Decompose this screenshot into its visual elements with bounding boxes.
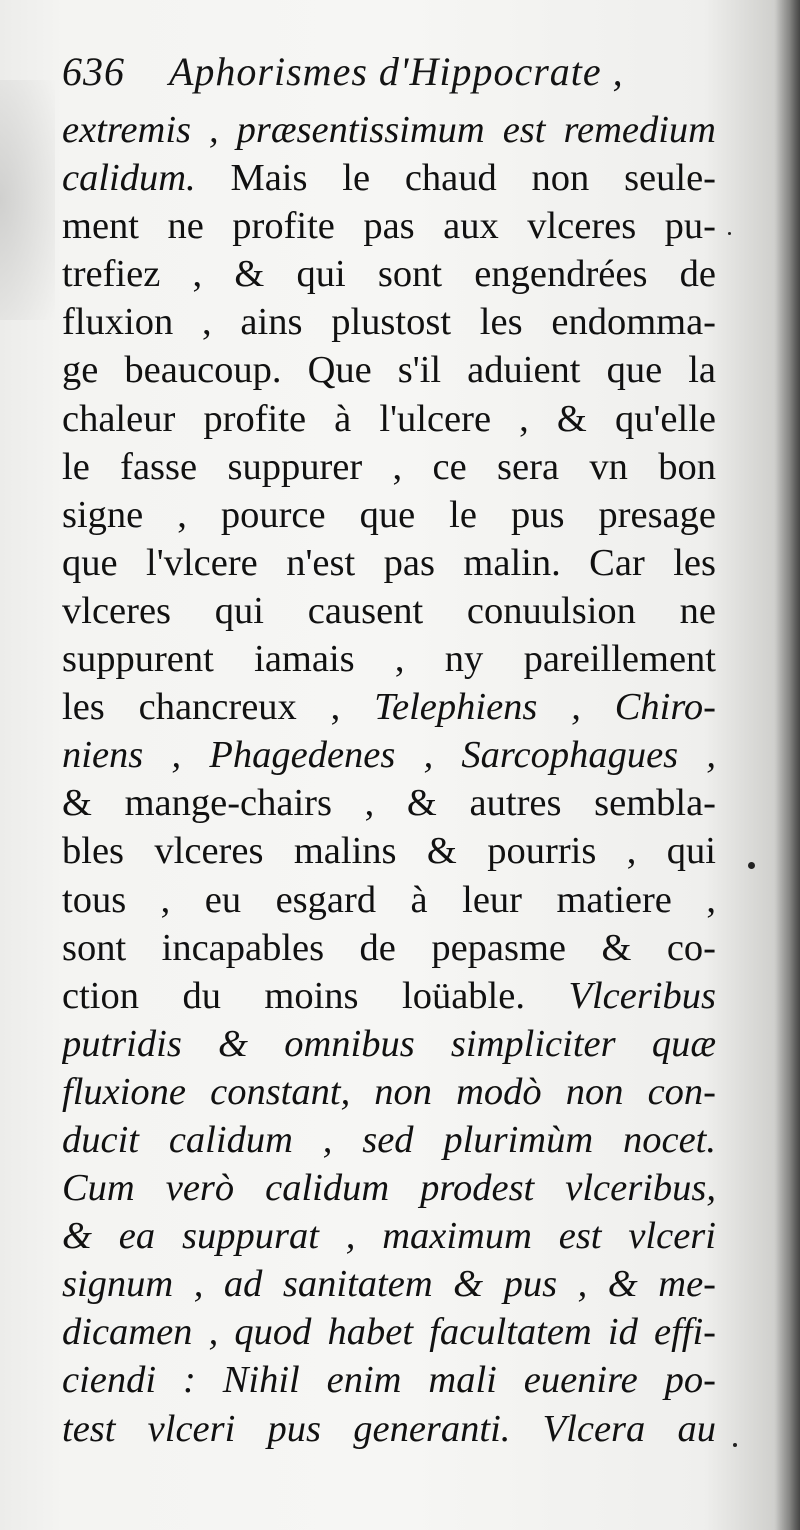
page-header: [62, 48, 722, 108]
text-segment: Telephiens , Chiro-: [374, 686, 716, 729]
gutter-shadow: [774, 0, 800, 1530]
text-line: Cum verò calidum prodest vlceribus,: [62, 1167, 716, 1210]
running-title: Aphorismes d'Hippocrate ,: [169, 49, 624, 94]
show-through-stain: [0, 80, 55, 320]
page-number: 636: [62, 49, 125, 94]
text-line: signe , pource que le pus presage: [62, 493, 716, 536]
text-line: fluxione constant, non modò non con-: [62, 1070, 716, 1113]
text-line: extremis , præsentissimum est remedium: [62, 109, 716, 151]
text-line: que l'vlcere n'est pas malin. Car les: [62, 541, 716, 584]
text-segment: Vlceribus: [568, 974, 716, 1017]
text-segment: Mais le chaud non seule-: [195, 157, 716, 200]
text-line: tous , eu esgard à leur matiere ,: [62, 878, 716, 921]
text-line: ment ne profite pas aux vlceres pu-: [62, 205, 716, 248]
text-segment: ction du moins loüable.: [62, 974, 569, 1017]
text-segment: calidum.: [62, 157, 196, 200]
text-line: ducit calidum , sed plurimùm nocet.: [62, 1118, 716, 1161]
text-line: fluxion , ains plustost les endomma-: [62, 301, 716, 344]
text-line: le fasse suppurer , ce sera vn bon: [62, 445, 716, 488]
text-line: suppurent iamais , ny pareillement: [62, 638, 716, 681]
text-line: putridis & omnibus simpliciter quæ: [62, 1022, 716, 1065]
ink-speck: [748, 862, 755, 869]
text-line: [62, 731, 716, 779]
text-line: [62, 972, 716, 1020]
body-text: [62, 106, 716, 1453]
text-line: ge beaucoup. Que s'il aduient que la: [62, 349, 716, 392]
text-line: test vlceri pus generanti. Vlcera au: [62, 1407, 716, 1450]
text-segment: les chancreux ,: [62, 686, 375, 729]
ink-speck: [728, 232, 731, 235]
text-line: bles vlceres malins & pourris , qui: [62, 830, 716, 873]
text-segment: niens , Phagedenes , Sarcophagues ,: [62, 734, 716, 777]
text-line: signum , ad sanitatem & pus , & me-: [62, 1263, 716, 1306]
text-line: [62, 154, 716, 202]
text-line: trefiez , & qui sont engendrées de: [62, 253, 716, 296]
text-line: [62, 683, 716, 731]
text-line: sont incapables de pepasme & co-: [62, 926, 716, 969]
text-line: chaleur profite à l'ulcere , & qu'elle: [62, 397, 716, 440]
text-line: & ea suppurat , maximum est vlceri: [62, 1215, 716, 1258]
text-line: ciendi : Nihil enim mali euenire po-: [62, 1359, 716, 1402]
ink-speck: [733, 1443, 737, 1447]
text-line: vlceres qui causent conuulsion ne: [62, 589, 716, 632]
text-line: & mange-chairs , & autres sembla-: [62, 782, 716, 825]
text-line: dicamen , quod habet facultatem id effi-: [62, 1311, 716, 1354]
